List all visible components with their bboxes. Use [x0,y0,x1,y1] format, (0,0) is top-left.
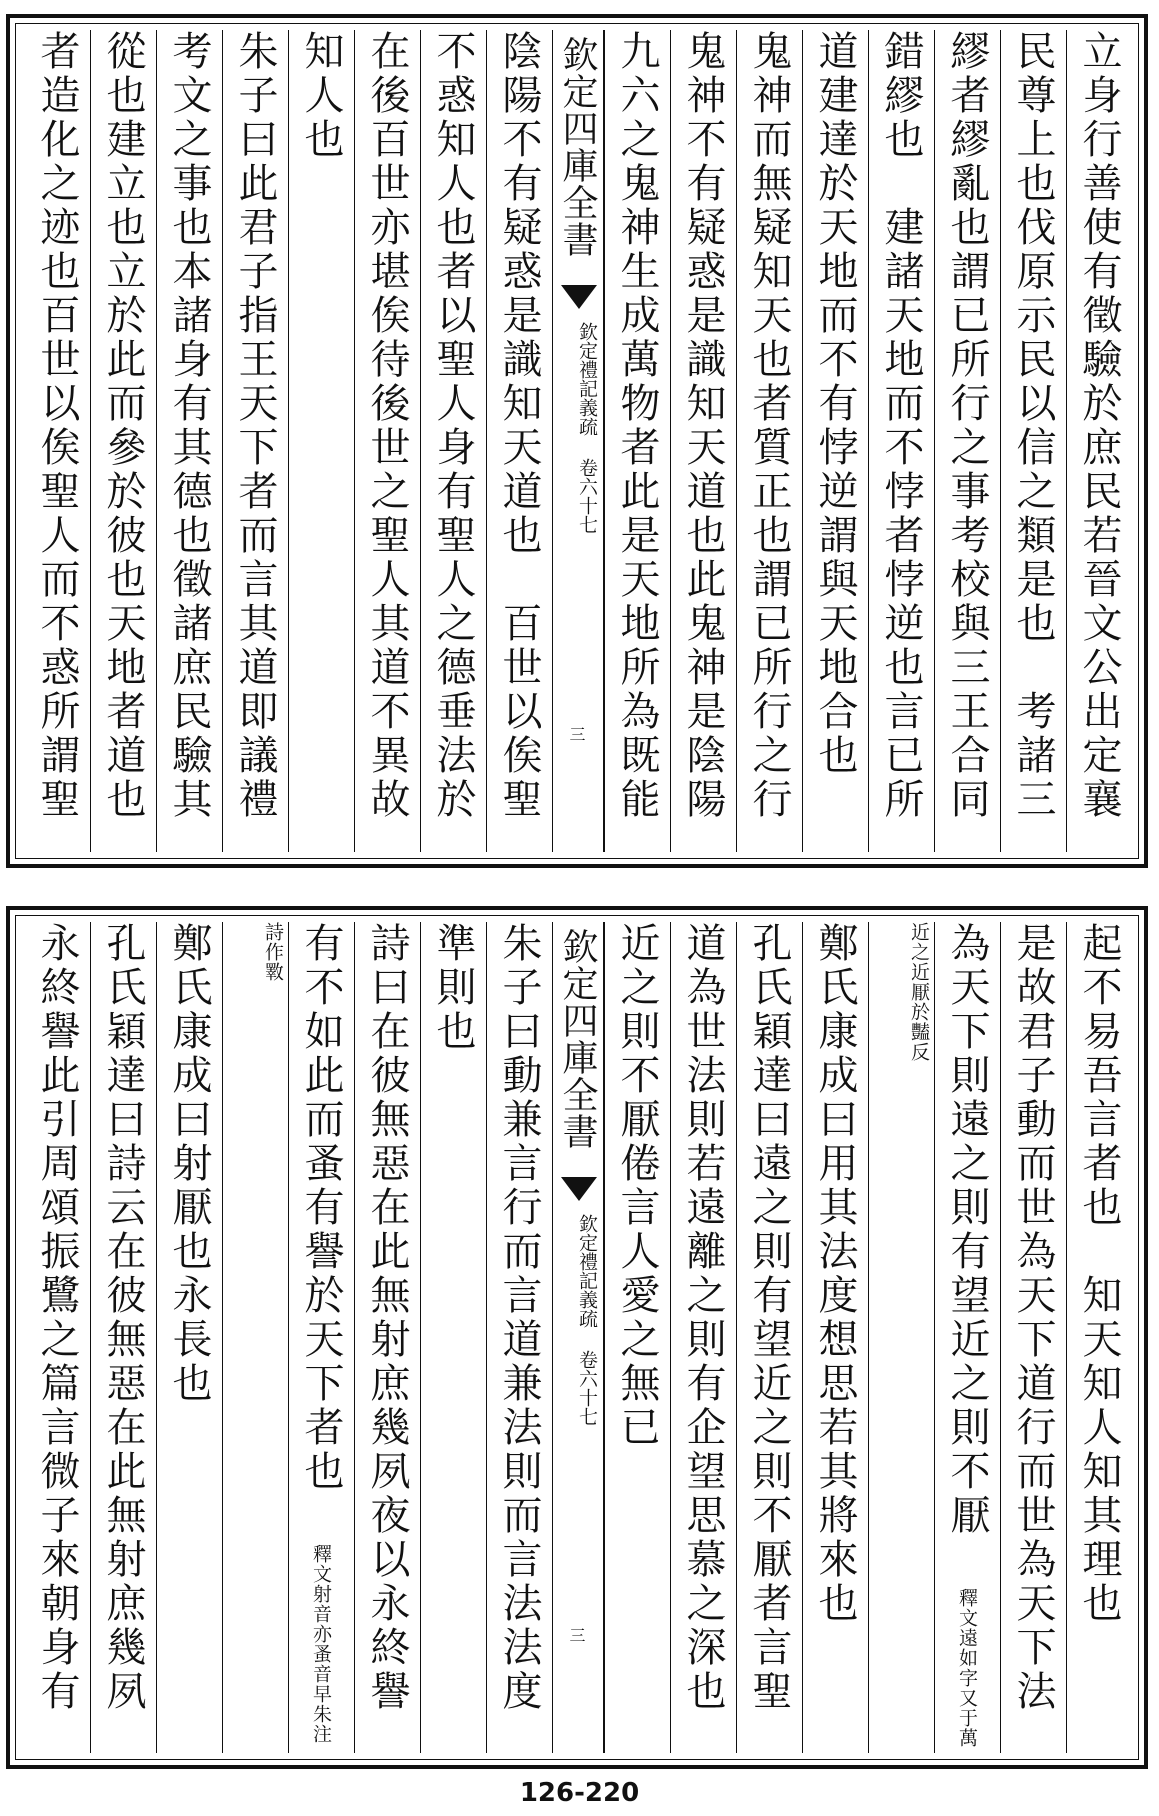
spine-subtitle: 欽定禮記義疏 卷六十七 [576,1214,598,1426]
text-column [934,922,1000,1753]
spine-title: 欽定四庫全書 [557,928,598,1150]
spine-subtitle: 欽定禮記義疏 卷六十七 [576,322,598,534]
annotation-note: 釋文遠如字又于萬 [956,1588,978,1748]
text-column: 道為世法則若遠離之則有企望思慕之深也 [670,922,736,1753]
text-column: 準則也 [420,922,486,1753]
text-column [288,922,354,1753]
text-column: 鬼神而無疑知天也者質正也謂已所行之行 [736,30,802,852]
fishtail-mark-icon [561,285,597,309]
text-column: 考文之事也本諸身有其德也徵諸庶民驗其 [156,30,222,852]
page-lower-half [6,906,1148,1769]
text-column: 繆者繆亂也謂已所行之事考校與三王合同 [934,30,1000,852]
annotation-column: 近之近厭於豔反 [868,922,934,1753]
spine-title: 欽定四庫全書 [557,36,598,258]
text-column: 知人也 [288,30,354,852]
text-column: 朱子曰動兼言行而言道兼法則而言法法度 [486,922,552,1753]
page-upper-half [6,14,1148,868]
text-column: 九六之鬼神生成萬物者此是天地所為既能 [604,30,670,852]
text-column: 立身行善使有徵驗於庶民若晉文公出定襄 [1066,30,1132,852]
page-number: 126-220 [519,1778,640,1808]
text-column: 鬼神不有疑惑是識知天道也此鬼神是陰陽 [670,30,736,852]
text-column: 永終譽此引周頌振鷺之篇言微子來朝身有 [34,922,80,1714]
text-column: 鄭氏康成曰射厭也永長也 [156,922,222,1753]
text-column: 錯繆也 建諸天地而不悖者悖逆也言已所 [868,30,934,852]
text-column: 詩曰在彼無惡在此無射庶幾夙夜以永終譽 [354,922,420,1753]
text-column: 民尊上也伐原示民以信之類是也 考諸三 [1000,30,1066,852]
fishtail-mark-icon [561,1177,597,1201]
annotation-column: 詩作斁 [222,922,288,1753]
spine-page-number: 三 [567,726,586,742]
text-column: 起不易吾言者也 知天知人知其理也 [1066,922,1132,1753]
text-column: 道建達於天地而不有悖逆謂與天地合也 [802,30,868,852]
main-text: 為天下則遠之則有望近之則不厭 [944,922,990,1538]
annotation-note: 釋文射音亦蚤音早朱注 [310,1544,332,1744]
text-column: 者造化之迹也百世以俟聖人而不惑所謂聖 [34,30,80,822]
text-column: 在後百世亦堪俟待後世之聖人其道不異故 [354,30,420,852]
center-spine [552,922,604,1753]
text-column: 從也建立也立於此而參於彼也天地者道也 [90,30,156,852]
center-spine [552,30,604,852]
main-text: 有不如此而蚤有譽於天下者也 [298,922,344,1494]
text-column: 朱子曰此君子指王天下者而言其道即議禮 [222,30,288,852]
spine-page-number: 三 [567,1627,586,1643]
text-column: 不惑知人也者以聖人身有聖人之德垂法於 [420,30,486,852]
text-column: 孔氏穎達曰遠之則有望近之則不厭者言聖 [736,922,802,1753]
text-column: 近之則不厭倦言人愛之無已 [604,922,670,1753]
text-column: 鄭氏康成曰用其法度想思若其將來也 [802,922,868,1753]
text-column: 陰陽不有疑惑是識知天道也 百世以俟聖 [486,30,552,852]
text-column: 孔氏穎達曰詩云在彼無惡在此無射庶幾夙 [90,922,156,1753]
text-column: 是故君子動而世為天下道行而世為天下法 [1000,922,1066,1753]
